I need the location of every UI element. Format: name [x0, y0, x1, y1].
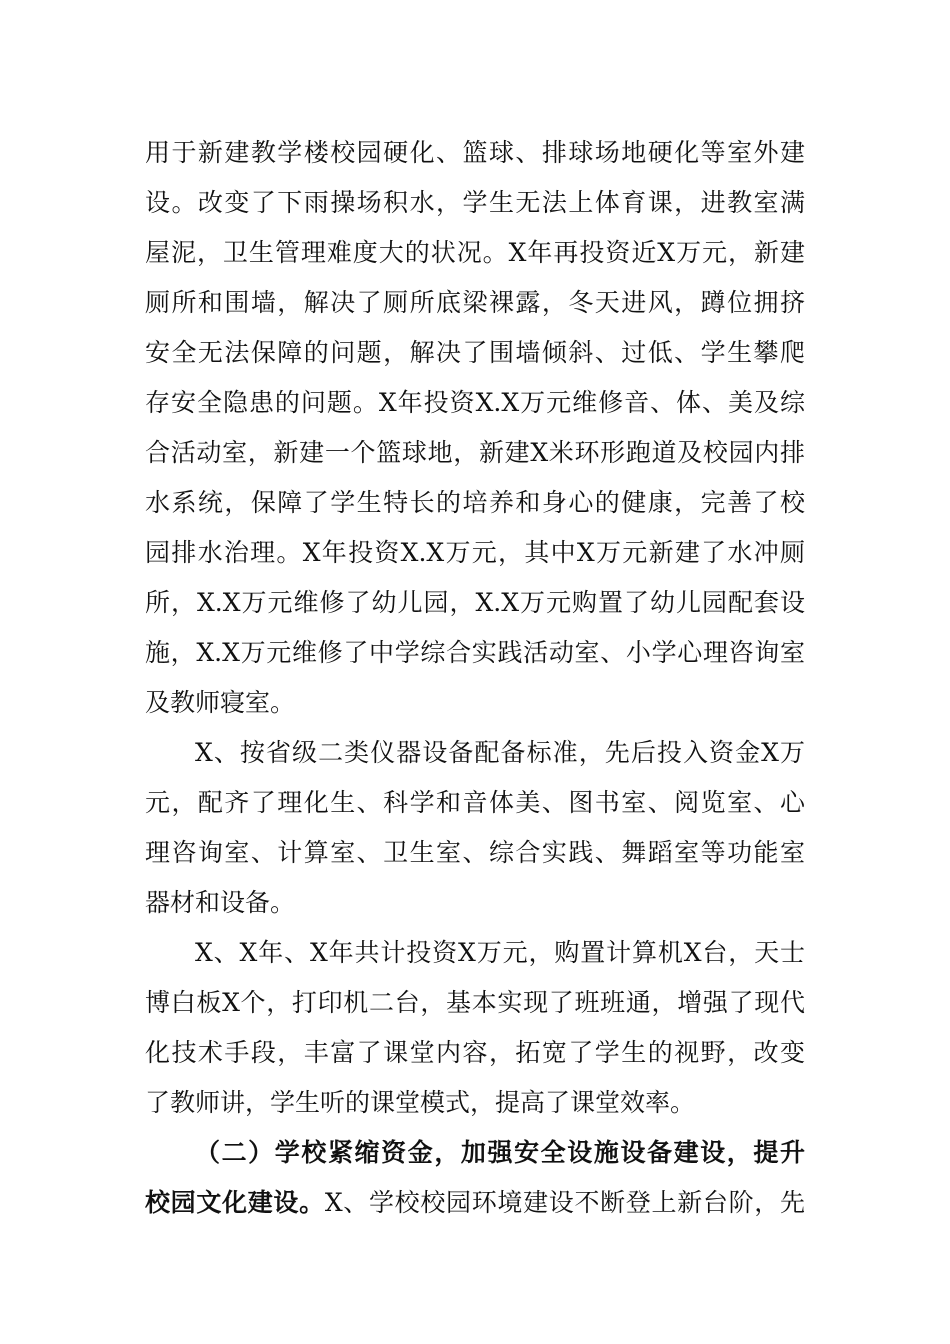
paragraph-equipment: [145, 728, 805, 928]
text-line: 了教师讲，学生听的课堂模式，提高了课堂效率。: [145, 1088, 696, 1117]
text-line: 理咨询室、计算室、卫生室、综合实践、舞蹈室等功能室: [145, 838, 805, 867]
text-line: 化技术手段，丰富了课堂内容，拓宽了学生的视野，改变: [145, 1038, 805, 1067]
text-line: 用于新建教学楼校园硬化、篮球、排球场地硬化等室外建: [145, 138, 805, 167]
text-line: 施，X.X万元维修了中学综合实践活动室、小学心理咨询室: [145, 638, 805, 667]
section-heading-line: （二）学校紧缩资金，加强安全设施设备建设，提升: [195, 1138, 805, 1167]
text-line: X、按省级二类仪器设备配备标准，先后投入资金X万: [195, 738, 805, 767]
paragraph-start: X、学校校园环境建设不断登上新台阶，先: [324, 1188, 805, 1217]
text-line: 厕所和围墙，解决了厕所底梁裸露，冬天进风，蹲位拥挤: [145, 288, 805, 317]
text-line: 设。改变了下雨操场积水，学生无法上体育课，进教室满: [145, 188, 805, 217]
text-line: 水系统，保障了学生特长的培养和身心的健康，完善了校: [145, 488, 805, 517]
text-line: 所，X.X万元维修了幼儿园，X.X万元购置了幼儿园配套设: [145, 588, 805, 617]
paragraph-computers: [145, 928, 805, 1128]
text-line: [145, 1178, 805, 1228]
text-line: 博白板X个，打印机二台，基本实现了班班通，增强了现代: [145, 988, 805, 1017]
text-line: 存安全隐患的问题。X年投资X.X万元维修音、体、美及综: [145, 388, 805, 417]
text-line: 元，配齐了理化生、科学和音体美、图书室、阅览室、心: [145, 788, 805, 817]
text-line: 安全无法保障的问题，解决了围墙倾斜、过低、学生攀爬: [145, 338, 805, 367]
section-heading-tail: 校园文化建设。: [145, 1188, 325, 1217]
paragraph-construction: [145, 128, 805, 728]
text-line: 合活动室，新建一个篮球地，新建X米环形跑道及校园内排: [145, 438, 805, 467]
text-line: 器材和设备。: [145, 888, 296, 917]
text-line: X、X年、X年共计投资X万元，购置计算机X台，天士: [195, 938, 805, 967]
text-line: 园排水治理。X年投资X.X万元，其中X万元新建了水冲厕: [145, 538, 805, 567]
text-line: 屋泥，卫生管理难度大的状况。X年再投资近X万元，新建: [145, 238, 805, 267]
section-heading-safety: [145, 1128, 805, 1228]
document-page: [145, 128, 805, 1228]
text-line: 及教师寝室。: [145, 688, 296, 717]
